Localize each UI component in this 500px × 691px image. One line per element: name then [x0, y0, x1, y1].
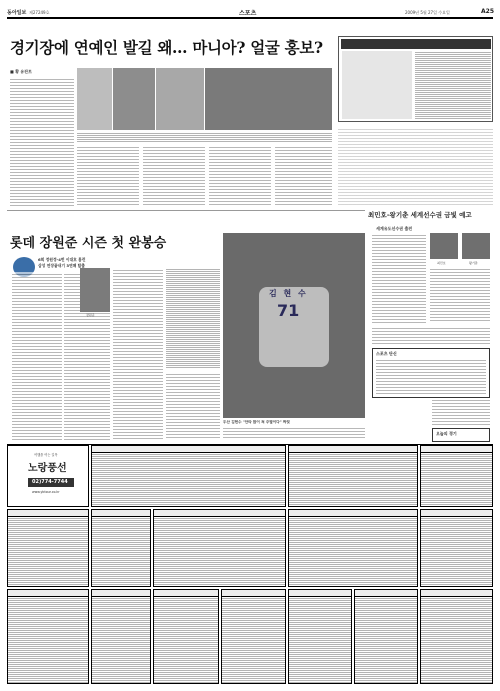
lotte-story-col-1 — [12, 272, 62, 440]
sidebar-box-1 — [372, 348, 490, 398]
right-mid-text — [372, 326, 490, 346]
pitcher-photo — [80, 268, 110, 312]
lotte-story-headline: 롯데 장원준 시즌 첫 완봉승 — [10, 236, 167, 251]
photo-stadium-crowd — [205, 68, 332, 130]
travel-brand-name: 노랑풍선 — [28, 463, 67, 474]
ad-block-12 — [221, 589, 286, 684]
ad-block-14 — [354, 589, 418, 684]
ad-block-1 — [91, 445, 286, 507]
section-name: 스포츠 — [239, 10, 257, 17]
travel-brand-sub: 여행을 여는 길목 — [34, 453, 58, 457]
photo-celebrity-pitch — [156, 68, 204, 130]
ad-block-2 — [288, 445, 418, 507]
score-tables — [166, 268, 220, 368]
baseball-celebration-photo — [223, 233, 365, 418]
box-story-caption-2: 왕기춘 — [469, 261, 478, 265]
paper-name: 동아일보 — [7, 10, 27, 16]
ad-block-8 — [420, 509, 493, 587]
travel-url: www.ybtour.co.kr — [32, 490, 60, 494]
ad-block-5 — [91, 509, 151, 587]
box-story-headline: 최민호-왕기춘 세계선수권 금빛 예고 — [368, 211, 472, 219]
ad-block-15 — [420, 589, 493, 684]
masthead-rule — [7, 17, 493, 19]
classifieds-section — [7, 444, 493, 685]
box-story-caption-1: 최민호 — [437, 261, 446, 265]
photo-caption — [77, 132, 332, 142]
ad-block-10 — [91, 589, 151, 684]
photo-pitcher — [113, 68, 155, 130]
box-story-photo-1 — [430, 233, 458, 259]
ad-block-3 — [420, 445, 493, 507]
section-divider — [7, 210, 365, 211]
edition-number: 제27249호 — [29, 9, 50, 15]
ad-block-4 — [7, 509, 89, 587]
player-number-on-jersey: 71 — [277, 301, 300, 320]
ad-block-6 — [153, 509, 286, 587]
ad-block-11 — [153, 589, 219, 684]
travel-phone: 02)774-7744 — [32, 479, 68, 485]
box-story-text-2 — [430, 267, 490, 323]
lotte-story-subhead-2: 삼성 연장끝내기 3연패 탈출 — [38, 263, 85, 268]
photo-fan-crowd — [77, 68, 112, 130]
top-story-body-col-1 — [77, 145, 139, 207]
stats-box-banner — [341, 39, 491, 49]
lotte-story-subhead: 6회 정원정-4번 이대호 홈런 — [38, 257, 86, 262]
ad-block-13 — [288, 589, 352, 684]
travel-brand-ad — [7, 445, 89, 507]
sidebar-box-1-title: 스포츠 단신 — [376, 351, 397, 356]
page-number: A25 — [481, 8, 494, 15]
box-story-text — [372, 233, 426, 323]
right-top-text — [338, 127, 493, 207]
top-story-text-column — [10, 77, 74, 207]
issue-date: 2009년 5월 27일 수요일 — [405, 9, 450, 15]
stats-table — [415, 51, 491, 119]
lotte-story-col-3 — [113, 268, 163, 440]
top-story-headline: 경기장에 연예인 발길 왜… 마니아? 얼굴 홍보? — [10, 38, 323, 57]
sidebar-box-2 — [432, 428, 490, 442]
top-story-body-col-3 — [209, 145, 271, 207]
baseball-caption-text — [223, 426, 365, 440]
pitcher-caption: 장원준 — [86, 313, 95, 317]
box-story-photo-2 — [462, 233, 490, 259]
baseball-photo-caption: 두산 김현수 "안타 많이 쳐 주말이다" 짜릿 — [223, 420, 290, 424]
stats-box — [338, 36, 493, 122]
box-story-subhead: 세계유도선수권 출전 — [376, 226, 413, 231]
top-story-body-col-4 — [275, 145, 332, 207]
top-story-byline: ■ 황 유잔트 — [10, 69, 33, 74]
masthead — [7, 8, 493, 16]
ad-block-9 — [7, 589, 89, 684]
player-name-on-jersey: 김 현 수 — [269, 289, 308, 298]
top-story-body-col-2 — [143, 145, 205, 207]
lotte-story-col-4 — [166, 372, 220, 440]
sidebar-box-1-text — [376, 358, 486, 396]
ad-block-7 — [288, 509, 418, 587]
sidebar-box-2-title: 오늘의 경기 — [436, 431, 457, 436]
stats-chart-area — [342, 51, 412, 119]
player-jersey — [259, 287, 329, 367]
right-lower-text — [432, 398, 490, 426]
